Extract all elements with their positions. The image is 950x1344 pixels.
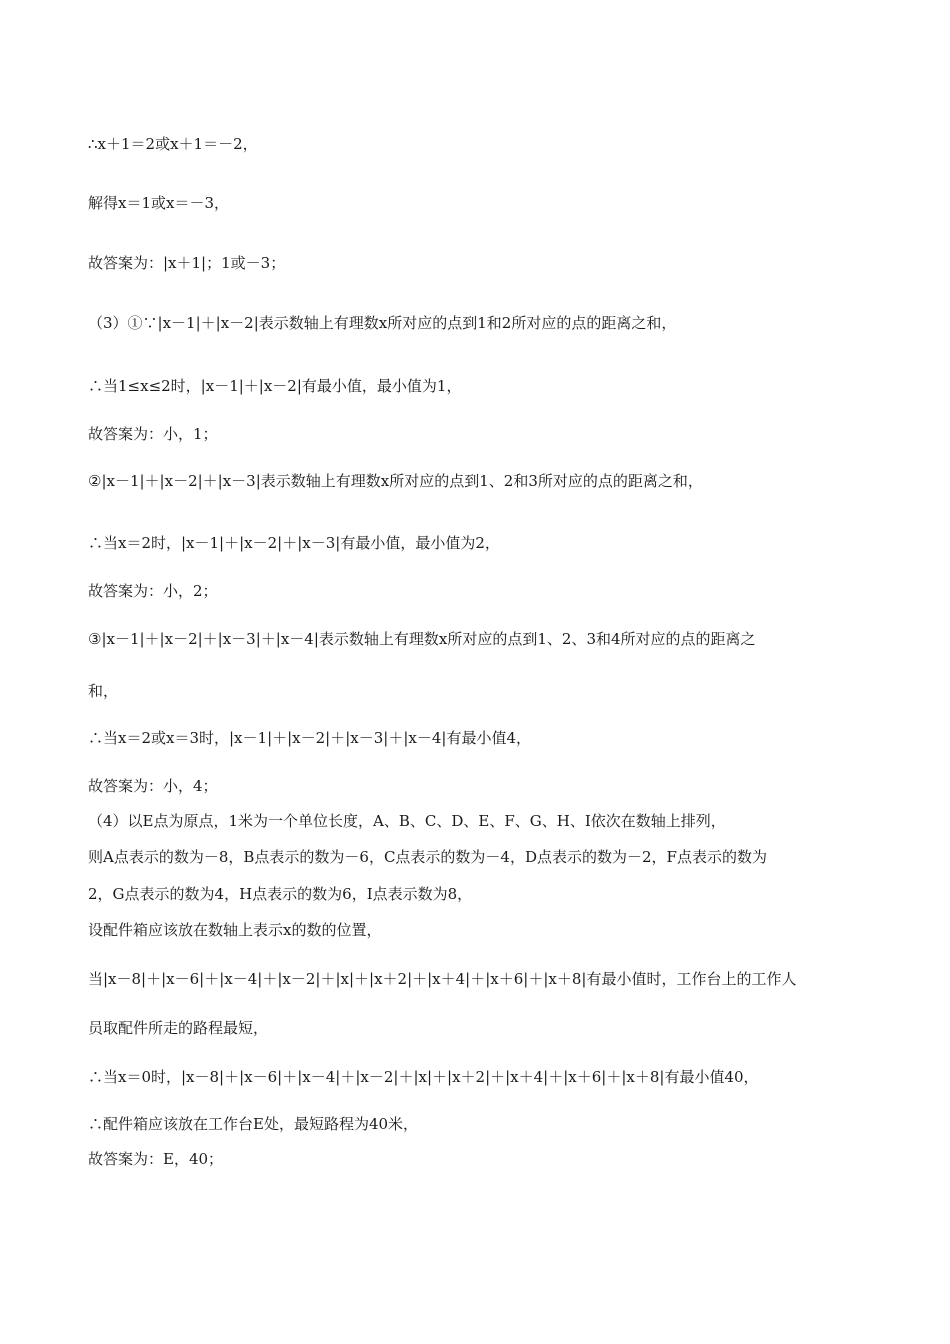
line-text: 和， bbox=[88, 682, 119, 700]
text-line bbox=[88, 1066, 868, 1088]
line-text: 故答案为：小，4； bbox=[88, 777, 218, 795]
line-text: 设配件箱应该放在数轴上表示x的数的位置， bbox=[88, 921, 382, 939]
line-text: 2，G点表示的数为4，H点表示的数为6，I点表示数为8， bbox=[88, 885, 473, 903]
line-text: 则A点表示的数为－8，B点表示的数为－6，C点表示的数为－4，D点表示的数为－2，F点表示的数为 bbox=[88, 848, 767, 866]
text-line bbox=[88, 312, 868, 334]
line-text: 故答案为：|x＋1|；1或－3； bbox=[88, 254, 286, 272]
text-line bbox=[88, 883, 868, 905]
text-line bbox=[88, 470, 868, 492]
line-text: ∴当x＝0时，|x－8|＋|x－6|＋|x－4|＋|x－2|＋|x|＋|x＋2|＋|x＋4|＋|x＋6|＋|x＋8|有最小值40， bbox=[88, 1068, 759, 1086]
text-line bbox=[88, 810, 868, 832]
line-text: ∴配件箱应该放在工作台E处，最短路程为40米， bbox=[88, 1115, 419, 1133]
line-text: （3）①∵|x－1|＋|x－2|表示数轴上有理数x所对应的点到1和2所对应的点的距离之和， bbox=[88, 314, 677, 332]
text-line bbox=[88, 133, 868, 155]
text-line bbox=[88, 580, 868, 602]
text-line bbox=[88, 846, 868, 868]
line-text: ③|x－1|＋|x－2|＋|x－3|＋|x－4|表示数轴上有理数x所对应的点到1、2、3和4所对应的点的距离之 bbox=[88, 630, 756, 648]
text-line bbox=[88, 532, 868, 554]
text-line bbox=[88, 192, 868, 214]
text-line bbox=[88, 680, 868, 702]
line-text: （4）以E点为原点，1米为一个单位长度，A、B、C、D、E、F、G、H、I依次在数轴上排列， bbox=[88, 812, 726, 830]
line-text: ∴当1≤x≤2时，|x－1|＋|x－2|有最小值，最小值为1， bbox=[88, 377, 462, 395]
text-line bbox=[88, 375, 868, 397]
text-line bbox=[88, 1113, 868, 1135]
line-text: 解得x＝1或x＝－3， bbox=[88, 194, 230, 212]
line-text: 故答案为：E，40； bbox=[88, 1150, 224, 1168]
text-line bbox=[88, 968, 868, 990]
line-text: ∴x＋1＝2或x＋1＝－2， bbox=[88, 135, 258, 153]
line-text: ∴当x＝2或x＝3时，|x－1|＋|x－2|＋|x－3|＋|x－4|有最小值4， bbox=[88, 729, 531, 747]
line-text: ∴当x＝2时，|x－1|＋|x－2|＋|x－3|有最小值，最小值为2， bbox=[88, 534, 500, 552]
text-line bbox=[88, 727, 868, 749]
line-text: 当|x－8|＋|x－6|＋|x－4|＋|x－2|＋|x|＋|x＋2|＋|x＋4|＋|x＋6|＋|x＋8|有最小值时，工作台上的工作人 bbox=[88, 970, 797, 988]
text-line bbox=[88, 252, 868, 274]
line-text: 故答案为：小，2； bbox=[88, 582, 218, 600]
line-text: 员取配件所走的路程最短， bbox=[88, 1019, 269, 1037]
text-line bbox=[88, 919, 868, 941]
line-text: ②|x－1|＋|x－2|＋|x－3|表示数轴上有理数x所对应的点到1、2和3所对应的点的距离之和， bbox=[88, 472, 703, 490]
text-line bbox=[88, 1017, 868, 1039]
text-line bbox=[88, 423, 868, 445]
text-line bbox=[88, 628, 868, 650]
line-text: 故答案为：小，1； bbox=[88, 425, 218, 443]
text-line bbox=[88, 775, 868, 797]
text-line bbox=[88, 1148, 868, 1170]
